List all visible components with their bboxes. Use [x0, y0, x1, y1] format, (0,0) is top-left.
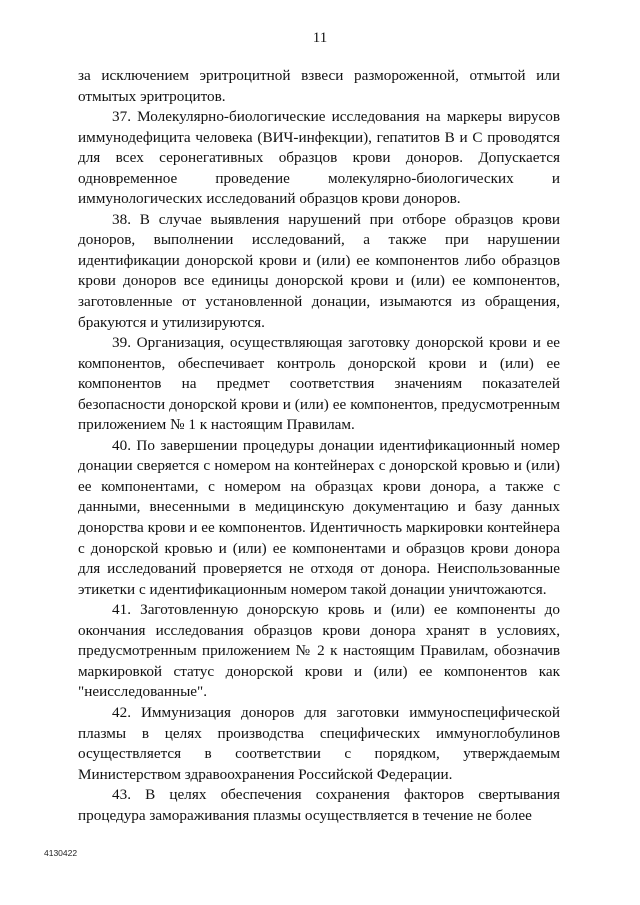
page-number: 11 [312, 30, 328, 46]
document-code: 4130422 [44, 848, 78, 858]
paragraph-39: 39. Организация, осуществляющая заготовку донорской крови и ее компонентов, обеспечивает контроль донорской крови и (или) ее компонентов на предмет соответствия значениям показателей безопасности донорской крови и (или) ее компонентов, предусмотренным приложением № 1 к настоящим Правилам. [78, 334, 560, 434]
paragraph-40: 40. По завершении процедуры донации идентификационный номер донации сверяется с номером на контейнерах с донорской кровью и (или) ее компонентами, с номером на образцах крови донора, а также с данными, внесенными в медицинскую документацию и базу данных донорства крови и ее компонентов. Идентичность маркировки контейнера с донорской кровью и (или) ее компонентами и образцов крови донора для исследований проверяется не отходя от донора. Неиспользованные этикетки с идентификационным номером такой донации уничтожаются. [78, 436, 560, 598]
paragraph-41: 41. Заготовленную донорскую кровь и (или) ее компоненты до окончания исследования образцов крови донора хранят в условиях, предусмотренным приложением № 2 к настоящим Правилам, обозначив маркировкой статус донорской крови и (или) ее компонентов как "неисследованные". [78, 601, 560, 701]
paragraph-42: 42. Иммунизация доноров для заготовки иммуноспецифической плазмы в целях производства специфических иммуноглобулинов осуществляется в соответствии с порядком, утверждаемым Министерством здравоохранения Российской Федерации. [78, 703, 560, 783]
paragraph-38: 38. В случае выявления нарушений при отборе образцов крови доноров, выполнении исследований, а также при нарушении идентификации донорской крови и (или) ее компонентов либо образцов крови доноров все единицы донорской крови и (или) ее компонентов, заготовленные от установленной донации, изымаются из обращения, бракуются и утилизируются. [78, 210, 560, 331]
document-body [78, 66, 560, 826]
paragraph-37: 37. Молекулярно-биологические исследования на маркеры вирусов иммунодефицита человека (ВИЧ-инфекции), гепатитов B и C проводятся для всех серонегативных образцов крови доноров. Допускается одновременное проведение молекулярно-биологических и иммунологических исследований образцов крови доноров. [78, 108, 560, 208]
paragraph-43: 43. В целях обеспечения сохранения факторов свертывания процедура замораживания плазмы осуществляется в течение не более [78, 786, 560, 824]
paragraph-continuation: за исключением эритроцитной взвеси размороженной, отмытой или отмытых эритроцитов. [78, 67, 560, 105]
